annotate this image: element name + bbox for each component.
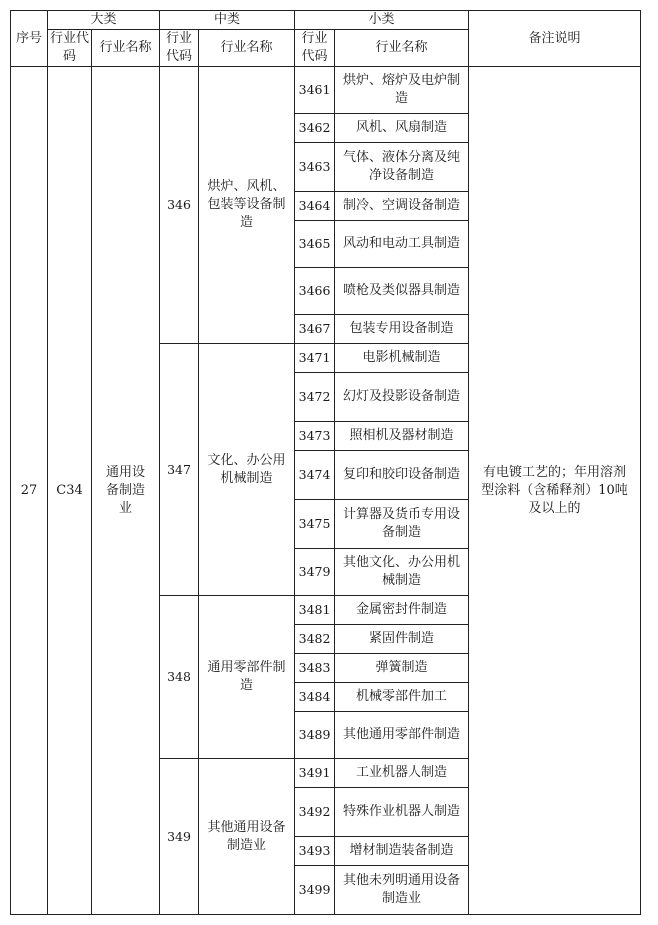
minor-code-cell: 3484 xyxy=(295,683,335,712)
minor-name-cell: 烘炉、熔炉及电炉制造 xyxy=(335,67,469,114)
medium-name-cell: 烘炉、风机、包装等设备制造 xyxy=(199,67,295,344)
header-major: 大类 xyxy=(48,11,160,30)
industry-table xyxy=(10,10,641,915)
minor-name-cell: 包装专用设备制造 xyxy=(335,315,469,344)
minor-name-cell: 复印和胶印设备制造 xyxy=(335,451,469,500)
header-medium-name: 行业名称 xyxy=(199,30,295,67)
minor-name-cell: 增材制造装备制造 xyxy=(335,837,469,866)
minor-name-cell: 风机、风扇制造 xyxy=(335,114,469,143)
minor-code-cell: 3463 xyxy=(295,143,335,192)
minor-name-cell: 弹簧制造 xyxy=(335,654,469,683)
minor-code-cell: 3465 xyxy=(295,221,335,268)
header-minor-code: 行业代码 xyxy=(295,30,335,67)
minor-code-cell: 3462 xyxy=(295,114,335,143)
minor-code-cell: 3491 xyxy=(295,759,335,788)
minor-code-cell: 3493 xyxy=(295,837,335,866)
minor-name-cell: 电影机械制造 xyxy=(335,344,469,373)
minor-code-cell: 3481 xyxy=(295,596,335,625)
header-minor: 小类 xyxy=(295,11,469,30)
medium-code-cell: 346 xyxy=(160,67,199,344)
minor-name-cell: 机械零部件加工 xyxy=(335,683,469,712)
header-medium-code: 行业代码 xyxy=(160,30,199,67)
minor-name-cell: 气体、液体分离及纯净设备制造 xyxy=(335,143,469,192)
medium-name-cell: 文化、办公用机械制造 xyxy=(199,344,295,596)
minor-name-cell: 其他通用零部件制造 xyxy=(335,712,469,759)
major-name-cell: 通用设备制造业 xyxy=(92,67,160,915)
note-cell: 有电镀工艺的；年用溶剂型涂料（含稀释剂）10吨及以上的 xyxy=(469,67,641,915)
minor-name-cell: 其他未列明通用设备制造业 xyxy=(335,866,469,915)
medium-code-cell: 349 xyxy=(160,759,199,915)
minor-code-cell: 3461 xyxy=(295,67,335,114)
minor-name-cell: 金属密封件制造 xyxy=(335,596,469,625)
header-major-code: 行业代码 xyxy=(48,30,92,67)
minor-name-cell: 喷枪及类似器具制造 xyxy=(335,268,469,315)
minor-code-cell: 3466 xyxy=(295,268,335,315)
minor-code-cell: 3474 xyxy=(295,451,335,500)
minor-code-cell: 3483 xyxy=(295,654,335,683)
minor-name-cell: 制冷、空调设备制造 xyxy=(335,192,469,221)
table-row xyxy=(11,67,641,114)
major-code-cell: C34 xyxy=(48,67,92,915)
minor-code-cell: 3489 xyxy=(295,712,335,759)
minor-name-cell: 风动和电动工具制造 xyxy=(335,221,469,268)
seq-cell: 27 xyxy=(11,67,48,915)
medium-code-cell: 348 xyxy=(160,596,199,759)
minor-name-cell: 工业机器人制造 xyxy=(335,759,469,788)
minor-code-cell: 3492 xyxy=(295,788,335,837)
minor-name-cell: 幻灯及投影设备制造 xyxy=(335,373,469,422)
minor-code-cell: 3482 xyxy=(295,625,335,654)
medium-name-cell: 其他通用设备制造业 xyxy=(199,759,295,915)
minor-code-cell: 3479 xyxy=(295,549,335,596)
medium-code-cell: 347 xyxy=(160,344,199,596)
minor-code-cell: 3499 xyxy=(295,866,335,915)
minor-code-cell: 3471 xyxy=(295,344,335,373)
header-medium: 中类 xyxy=(160,11,295,30)
header-minor-name: 行业名称 xyxy=(335,30,469,67)
minor-name-cell: 紧固件制造 xyxy=(335,625,469,654)
minor-name-cell: 照相机及器材制造 xyxy=(335,422,469,451)
minor-code-cell: 3467 xyxy=(295,315,335,344)
minor-code-cell: 3464 xyxy=(295,192,335,221)
header-major-name: 行业名称 xyxy=(92,30,160,67)
minor-code-cell: 3473 xyxy=(295,422,335,451)
table-body xyxy=(11,67,641,915)
minor-name-cell: 其他文化、办公用机械制造 xyxy=(335,549,469,596)
header-seq: 序号 xyxy=(11,11,48,67)
minor-name-cell: 计算器及货币专用设备制造 xyxy=(335,500,469,549)
minor-name-cell: 特殊作业机器人制造 xyxy=(335,788,469,837)
header-note: 备注说明 xyxy=(469,11,641,67)
minor-code-cell: 3475 xyxy=(295,500,335,549)
medium-name-cell: 通用零部件制造 xyxy=(199,596,295,759)
minor-code-cell: 3472 xyxy=(295,373,335,422)
